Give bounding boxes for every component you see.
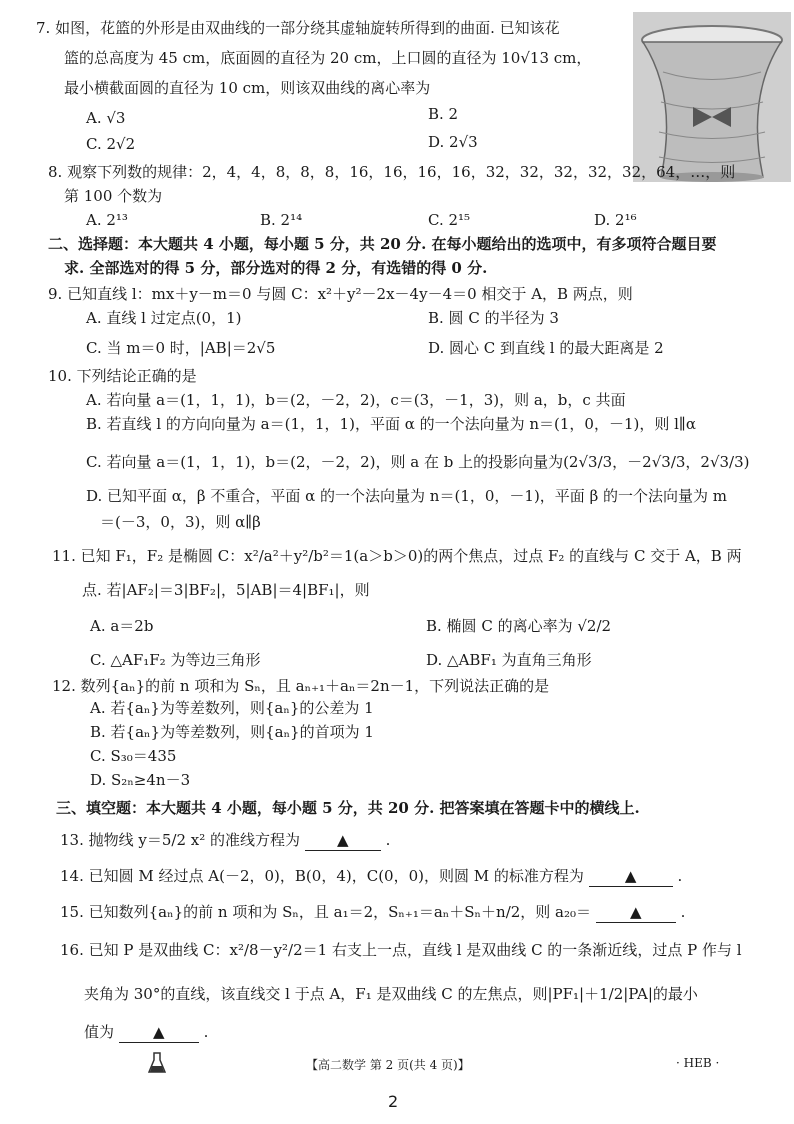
- triangle-mark-icon: ▲: [630, 903, 642, 921]
- q11-option-a: A. a＝2b: [90, 617, 154, 635]
- q12-stem: 12. 数列{aₙ}的前 n 项和为 Sₙ，且 aₙ₊₁＋aₙ＝2n－1，下列说法正确的是: [52, 677, 550, 695]
- q16-line1: 16. 已知 P 是双曲线 C：x²/8－y²/2＝1 右支上一点，直线 l 是双曲线 C 的一条渐近线，过点 P 作与 l: [60, 941, 742, 959]
- q15-answer-blank: [596, 902, 676, 923]
- q14-end: .: [677, 867, 683, 885]
- page-number: 2: [388, 1092, 399, 1111]
- q16-answer-blank: [119, 1022, 199, 1043]
- q9-option-c: C. 当 m＝0 时，|AB|＝2√5: [86, 339, 276, 357]
- q16-text: 值为: [84, 1023, 115, 1041]
- q8-line2: 第 100 个数为: [64, 187, 163, 205]
- triangle-mark-icon: ▲: [337, 831, 349, 849]
- q7-option-c: C. 2√2: [86, 135, 136, 153]
- basket-image: [633, 12, 791, 182]
- q15-text: 15. 已知数列{aₙ}的前 n 项和为 Sₙ，且 a₁＝2，Sₙ₊₁＝aₙ＋Sₙ＋n/2，则 a₂₀＝: [60, 903, 592, 921]
- q16-line2: 夹角为 30°的直线，该直线交 l 于点 A，F₁ 是双曲线 C 的左焦点，则|PF₁|＋1/2|PA|的最小: [84, 985, 698, 1003]
- q11-option-c: C. △AF₁F₂ 为等边三角形: [90, 651, 261, 669]
- q7-line2: 篮的总高度为 45 cm，底面圆的直径为 20 cm，上口圆的直径为 10√13 cm，: [64, 49, 592, 67]
- q12-option-b: B. 若{aₙ}为等差数列，则{aₙ}的首项为 1: [90, 723, 374, 741]
- q11-option-d: D. △ABF₁ 为直角三角形: [426, 651, 592, 669]
- q12-option-d: D. S₂ₙ≥4n－3: [90, 771, 191, 789]
- triangle-mark-icon: ▲: [153, 1023, 165, 1041]
- q9-option-a: A. 直线 l 过定点(0，1): [86, 309, 242, 327]
- q13-answer-blank: [305, 830, 381, 851]
- section2-heading-line2: 求. 全部选对的得 5 分，部分选对的得 2 分，有选错的得 0 分.: [64, 259, 488, 277]
- q9-option-b: B. 圆 C 的半径为 3: [428, 309, 559, 327]
- q11-line2: 点. 若|AF₂|＝3|BF₂|，5|AB|＝4|BF₁|，则: [82, 581, 370, 599]
- q8-option-b: B. 2¹⁴: [260, 211, 303, 229]
- q10-option-b: B. 若直线 l 的方向向量为 a＝(1，1，1)，平面 α 的一个法向量为 n＝(1，0，－1)，则 l∥α: [86, 415, 696, 433]
- q8-option-c: C. 2¹⁵: [428, 211, 471, 229]
- q10-option-a: A. 若向量 a＝(1，1，1)，b＝(2，－2，2)，c＝(3，－1，3)，则 a，b，c 共面: [86, 391, 626, 409]
- footer-page-info: 【高二数学 第 2 页(共 4 页)】: [306, 1058, 470, 1072]
- q11-line1: 11. 已知 F₁，F₂ 是椭圆 C：x²/a²＋y²/b²＝1(a＞b＞0)的两个焦点，过点 F₂ 的直线与 C 交于 A，B 两: [52, 547, 742, 565]
- q13: [60, 830, 390, 851]
- q10-option-d-line2: ＝(－3，0，3)，则 α∥β: [100, 513, 261, 531]
- q12-option-c: C. S₃₀＝435: [90, 747, 177, 765]
- q7-option-b: B. 2: [428, 105, 459, 123]
- section2-heading-line1: 二、选择题：本大题共 4 小题，每小题 5 分，共 20 分. 在每小题给出的选项中，有多项符合题目要: [48, 235, 717, 253]
- section3-heading: 三、填空题：本大题共 4 小题，每小题 5 分，共 20 分. 把答案填在答题卡中的横线上.: [56, 799, 640, 817]
- q7-line1: 7. 如图，花篮的外形是由双曲线的一部分绕其虚轴旋转所得到的曲面. 已知该花: [36, 19, 560, 37]
- q8-line1: 8. 观察下列数的规律：2，4，4，8，8，8，16，16，16，16，32，32，32，32，32，64，…，则: [48, 163, 736, 181]
- q8-option-a: A. 2¹³: [86, 211, 128, 229]
- q7-line3: 最小横截面圆的直径为 10 cm，则该双曲线的离心率为: [64, 79, 431, 97]
- q15-end: .: [680, 903, 686, 921]
- q8-option-d: D. 2¹⁶: [594, 211, 637, 229]
- flask-logo-icon: [148, 1052, 166, 1074]
- flower-basket-photo: [633, 12, 791, 182]
- q7-option-a: A. √3: [86, 109, 126, 127]
- q11-option-b: B. 椭圆 C 的离心率为 √2/2: [426, 617, 612, 635]
- q14-text: 14. 已知圆 M 经过点 A(－2，0)，B(0，4)，C(0，0)，则圆 M 的标准方程为: [60, 867, 584, 885]
- q10-option-d-line1: D. 已知平面 α，β 不重合，平面 α 的一个法向量为 n＝(1，0，－1)，平面 β 的一个法向量为 m: [86, 487, 727, 505]
- q16-line3: [84, 1022, 208, 1043]
- q14-answer-blank: [589, 866, 673, 887]
- q16-end: .: [203, 1023, 209, 1041]
- q9-option-d: D. 圆心 C 到直线 l 的最大距离是 2: [428, 339, 664, 357]
- q14: [60, 866, 682, 887]
- q7-option-d: D. 2√3: [428, 133, 478, 151]
- q9-stem: 9. 已知直线 l：mx＋y－m＝0 与圆 C：x²＋y²－2x－4y－4＝0 相交于 A，B 两点，则: [48, 285, 633, 303]
- q10-stem: 10. 下列结论正确的是: [48, 367, 197, 385]
- q12-option-a: A. 若{aₙ}为等差数列，则{aₙ}的公差为 1: [90, 699, 374, 717]
- q13-text: 13. 抛物线 y＝5/2 x² 的准线方程为: [60, 831, 301, 849]
- q15: [60, 902, 685, 923]
- footer-code: · HEB ·: [676, 1056, 720, 1070]
- q10-option-c: C. 若向量 a＝(1，1，1)，b＝(2，－2，2)，则 a 在 b 上的投影向量为(2√3/3，－2√3/3，2√3/3): [86, 453, 750, 471]
- q13-end: .: [385, 831, 391, 849]
- triangle-mark-icon: ▲: [624, 867, 637, 885]
